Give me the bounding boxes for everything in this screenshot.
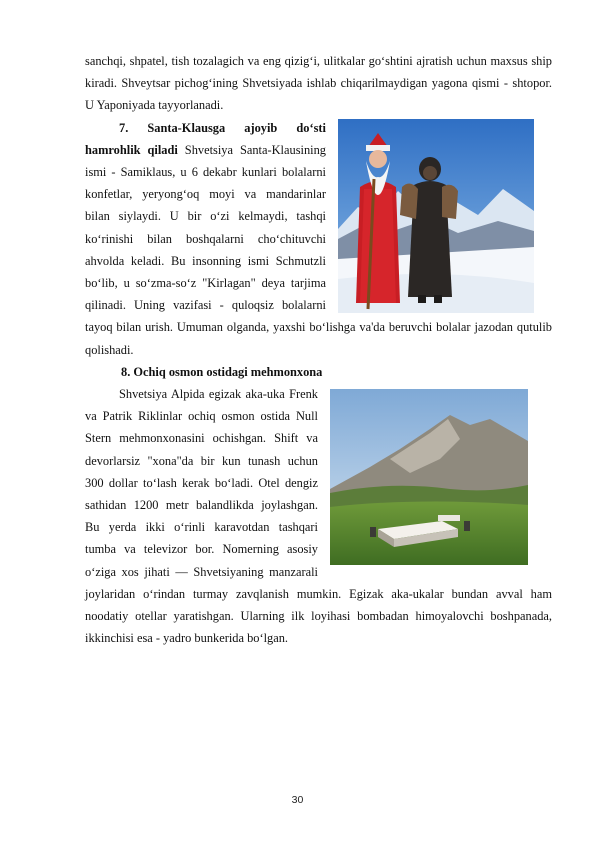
document-page [85,50,552,649]
page-number: 30 [291,794,304,806]
section-8-paragraph [85,383,552,649]
intro-paragraph: sanchqi, shpatel, tish tozalagich va eng qizig‘i, ulitkalar go‘shtini ajratish uchun maxsus ship kiradi. Shveytsar pichog‘ining Shvetsiyada ishlab chiqarilmaydigan yagona qismi - shtopor. U Yaponiyada tayyorlanadi. [85,54,552,113]
section-7-text: Shvetsiya Santa-Klausining ismi - Samiklaus, u 6 dekabr kunlari bolalarni konfetlar, yeryong‘oq moyi va mandarinlar bilan siylaydi. U bir o‘zi kelmaydi, tashqi ko‘rinishi bilan boshqalarni cho‘chituvchi ahvolda keladi. Bu insonning ismi Schmutzli bo‘lib, u so‘zma-so‘z "Kirlagan" deya tarjima qilinadi. Uning vazifasi - quloqsiz bolalarni tayoq bilan urish. Umuman olganda, yaxshi bo‘lishga va'da beruvchi bolalar jazodan qutulib qolishadi. [85,142,552,357]
section-7-heading: 7. Santa-Klausga ajoyib do‘sti hamrohlik qiladi [85,120,326,157]
null-stern-hotel-photo [330,389,528,565]
section-8-text: Shvetsiya Alpida egizak aka-uka Frenk va Patrik Riklinlar ochiq osmon ostida Null Stern mehmonxonasini ochishgan. Shift va devorlarsiz "xona"da bir kun tunash uchun 300 dollar to‘lash kerak bo‘ladi. Otel dengiz sathidan 1200 metr balandlikda joylashgan. Bu yerda ikki o‘rinli karavotdan tashqari tumba va televizor bor. Nomerning asosiy o‘ziga xos jihati — Shvetsiyaning manzarali joylaridan o‘rindan turmay zavqlanish mumkin. Egizak aka-ukalar bundan avval ham noodatiy otellar yaratishgan. Ularning ilk loyihasi bombadan himoyalovchi boshpanada, ikkinchisi esa - yadro bunkerida bo‘lgan. [85,387,552,646]
section-7-paragraph [85,117,552,361]
santa-schmutzli-photo [338,119,534,313]
section-8-heading: 8. Ochiq osmon ostidagi mehmonxona [121,364,323,379]
